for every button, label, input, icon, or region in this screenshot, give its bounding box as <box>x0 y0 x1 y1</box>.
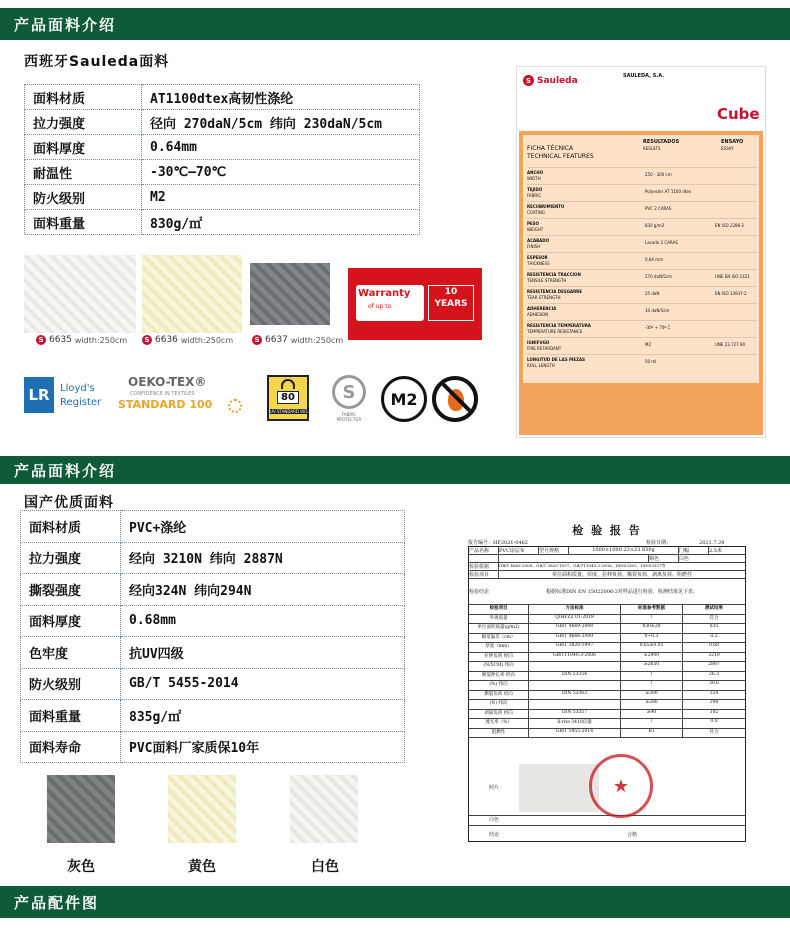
datasheet-cell: Polyester AT 1100 dtex <box>645 189 692 194</box>
datasheet-cell: ANCHO <box>527 170 544 175</box>
color-label-yellow: 黄色 <box>188 859 216 875</box>
datasheet-cell: PESO <box>527 221 539 226</box>
datasheet-cell: Lacado 2 CARAS <box>645 240 678 245</box>
datasheet-cell: ROLL LENGTH <box>527 363 555 368</box>
spec-key: 色牢度 <box>21 637 121 669</box>
datasheet-cell: 10 daN/5cm <box>645 308 670 313</box>
report-cell: 测试结果 <box>705 606 723 611</box>
report-cell: (N/5CM) 纬向 <box>469 662 529 671</box>
datasheet-cell: -30º + 70º C <box>645 325 671 330</box>
datasheet-cell: WIDTH <box>527 176 541 181</box>
report-date-label: 检验日期： <box>646 540 672 546</box>
color-label-white: 白色 <box>311 859 339 875</box>
slash-icon <box>438 379 478 419</box>
report-cell: 拉伸负荷 经向 <box>469 653 529 662</box>
no-fire-icon <box>432 376 478 422</box>
datasheet-cell: ACABADO <box>527 238 549 243</box>
report-cell: Q/HFZZ 01-2019 <box>529 615 621 624</box>
sun-icon <box>228 399 242 413</box>
cell: 2.5米 <box>709 548 722 554</box>
spec-row <box>25 210 420 235</box>
spec-table-domestic <box>20 510 405 763</box>
oeko-sub: CONFIDENCE IN TEXTILES <box>130 391 195 397</box>
swatch-caption <box>36 335 127 345</box>
spec-key: 耐温性 <box>25 160 142 185</box>
cell: 检验依据 <box>469 563 499 570</box>
cell: 照片 <box>488 785 499 791</box>
report-row <box>469 729 745 739</box>
report-row <box>469 624 745 634</box>
section-header-3 <box>0 886 790 918</box>
report-row <box>469 719 745 729</box>
cell: 1000×1000 23×23 830g <box>569 547 679 554</box>
uv-sun-icon <box>281 379 295 389</box>
spec-row <box>21 700 405 732</box>
datasheet-cell: RESISTENCIA TRACCION <box>527 272 581 277</box>
report-cell: 标准参考数据 <box>621 605 683 614</box>
datasheet-cell: EN ISO 2286-2 <box>715 223 745 228</box>
section-header-title: 产品面料介绍 <box>14 15 117 34</box>
section-header-title: 产品配件图 <box>14 893 100 912</box>
report-cell: GB/T 4666-2009 <box>529 634 621 643</box>
report-cell: 294 <box>709 700 719 705</box>
sauleda-icon: S <box>252 335 262 345</box>
spec-row <box>25 85 420 110</box>
report-cell: 透光率（%） <box>469 719 529 728</box>
spec-key: 拉力强度 <box>25 110 142 135</box>
report-cell: 0.65±0.05 <box>621 643 683 652</box>
datasheet-row <box>527 201 757 218</box>
datasheet-cell: ESPESOR <box>527 255 548 260</box>
cell: GB/T 4669-2008、GB/T 3820-1997、GB/T11040.3-2006、DIN53363、DIN53357等 <box>499 563 666 568</box>
report-cell: DIN 53363 <box>529 691 621 700</box>
cell: 根据标准DIN EN 15022006-2对样品进行检验，检测结果见下表。 <box>546 589 698 595</box>
report-cell: 2887 <box>708 662 720 667</box>
datasheet-cell: FIRE RETARDANT <box>527 346 562 351</box>
report-row <box>469 615 745 625</box>
datasheet-cell: ADHERENCIA <box>527 306 557 311</box>
report-cell: 324 <box>709 690 719 696</box>
report-cell: 阻燃性 <box>469 729 529 738</box>
brand-name: Sauleda <box>537 75 578 86</box>
ds-title2: TECHNICAL FEATURES <box>527 153 594 160</box>
cell: 颜色 <box>649 555 679 562</box>
fabric-protector-logo <box>330 375 368 423</box>
test-report <box>466 518 748 844</box>
datasheet-row <box>527 235 757 252</box>
lloyds-register-logo <box>24 375 104 415</box>
spec-row <box>21 542 405 574</box>
lloyds-text-1: Lloyd's <box>60 383 95 394</box>
datasheet-cell: 830 g/m2 <box>645 223 665 228</box>
report-cell: 0.0 <box>710 719 718 724</box>
sauleda-brand <box>523 75 578 86</box>
spec-key: 面料重量 <box>21 700 121 732</box>
spec-key: 拉力强度 <box>21 542 121 574</box>
sauleda-icon: S <box>36 335 46 345</box>
swatch-6636 <box>142 255 242 333</box>
report-cell: GB/T 5455-2014 <box>529 729 621 738</box>
report-cell: (%) 纬向 <box>469 681 529 690</box>
datasheet-cell: 250 - 300 cm <box>645 172 672 177</box>
cell: 检验项目 <box>469 571 499 578</box>
section-header-1 <box>0 8 790 40</box>
datasheet-cell: EN ISO 13937-2 <box>715 291 747 296</box>
report-cell: 0.2 <box>710 633 718 639</box>
datasheet-cell: WEIGHT <box>527 227 544 232</box>
report-no-label: 报告编号： <box>468 540 494 546</box>
lloyds-text-2: Register <box>60 397 102 408</box>
report-row <box>469 700 745 710</box>
datasheet-cell: TEJIDO <box>527 187 543 192</box>
datasheet-cell: 25 daN <box>645 291 660 296</box>
datasheet-cell: THICKNESS <box>527 261 550 266</box>
report-cell <box>529 700 621 709</box>
spec-value: 0.64mm <box>142 135 420 160</box>
spec-value: 经向324N 纬向294N <box>121 574 405 606</box>
section-header-title: 产品面料介绍 <box>14 461 117 480</box>
ds-col2: RESULTADOS <box>643 139 680 145</box>
warranty-title: Warranty <box>358 288 411 299</box>
swatch-width: width:250cm <box>290 335 344 345</box>
ds-col2b: RESULTS <box>643 146 661 151</box>
swatch-caption <box>142 335 233 345</box>
report-cell: / <box>621 672 683 681</box>
report-cell <box>529 662 621 671</box>
spec-value: 830g/㎡ <box>142 210 420 235</box>
sauleda-icon: S <box>523 75 534 86</box>
datasheet-row <box>527 286 757 303</box>
spec-key: 面料重量 <box>25 210 142 235</box>
s-badge-icon: S <box>332 375 366 409</box>
report-cell: ≥280 <box>621 700 683 709</box>
report-cell: 102 <box>709 709 719 715</box>
datasheet-cell: TEMPERATURE RESISTANCE <box>527 329 583 334</box>
report-cell: 单位面积质量(g/m2) <box>469 624 529 633</box>
datasheet-row <box>527 337 757 354</box>
swatch-code: 6635 <box>49 335 72 345</box>
datasheet-cell: PVC 2 CARAS <box>645 206 672 211</box>
datasheet-cell: RESISTENCIA TEMPERATURA <box>527 323 591 328</box>
datasheet-cell: UNE EN ISO 1421 <box>715 274 750 279</box>
cell: 结论 <box>488 831 499 838</box>
m2-logo <box>381 376 427 422</box>
report-cell: 撕裂负荷 经向 <box>469 691 529 700</box>
spec-key: 面料材质 <box>25 85 142 110</box>
report-cell <box>529 681 621 690</box>
report-cell: / <box>621 615 683 624</box>
datasheet-cell: TENSILE STRENGTH <box>527 278 567 283</box>
spec-value: 径向 270daN/5cm 纬向 230daN/5cm <box>142 110 420 135</box>
spec-value: 经向 3210N 纬向 2887N <box>121 542 405 574</box>
report-title: 检 验 报 告 <box>572 524 642 537</box>
report-cell: 830±20 <box>621 624 683 633</box>
spec-value: GB/T 5455-2014 <box>121 668 405 700</box>
report-row <box>469 643 745 653</box>
datasheet-cell: 270 daN/5cm <box>645 274 672 279</box>
report-row <box>469 681 745 691</box>
datasheet-row <box>527 320 757 337</box>
cell: PVC涂层布 <box>499 547 539 554</box>
warranty-badge <box>348 268 482 340</box>
report-cell: 厚度（mm） <box>469 643 529 652</box>
datasheet-body <box>519 131 763 435</box>
cell: 产品名称 <box>469 547 499 554</box>
report-cell: X-rite 3410仪器 <box>529 719 621 728</box>
datasheet-cell: FINISH <box>527 244 541 249</box>
swatch-6635 <box>24 255 136 333</box>
report-row <box>469 672 745 682</box>
spec-key: 防火级别 <box>25 185 142 210</box>
report-cell: 符合 <box>709 615 719 621</box>
datasheet-cell: RESISTENCIA DESGARRE <box>527 289 582 294</box>
spec-key: 面料寿命 <box>21 731 121 763</box>
report-cell: GB/T 4669-2008 <box>529 624 621 633</box>
report-cell: 检验项目 <box>469 605 529 614</box>
spec-key: 防火级别 <box>21 668 121 700</box>
gray-swatch <box>47 775 115 843</box>
swatch-code: 6636 <box>155 335 178 345</box>
report-cell: (N) 纬向 <box>469 700 529 709</box>
report-row <box>469 634 745 644</box>
ds-title1: FICHA TÉCNICA <box>527 145 574 152</box>
spec-row <box>21 637 405 669</box>
oeko-standard: STANDARD 100 <box>118 398 213 411</box>
datasheet-cell: 0,64 mm <box>645 257 663 262</box>
report-row <box>469 605 745 615</box>
fabric-protector-text: FABRIC PROTECTOR <box>336 412 362 422</box>
report-row <box>469 653 745 663</box>
spec-row <box>25 110 420 135</box>
spec-row <box>21 605 405 637</box>
datasheet-row <box>527 252 757 269</box>
white-swatch <box>290 775 358 843</box>
report-date: 2021.7.29 <box>699 540 725 546</box>
spec-row <box>21 731 405 763</box>
report-cell: 26.3 <box>708 671 720 677</box>
cell: 型号规格 <box>539 547 569 554</box>
swatch-6637 <box>250 263 330 325</box>
spec-row <box>25 185 420 210</box>
report-cell: 幅宽偏差（cm） <box>469 634 529 643</box>
spec-value: PVC+涤纶 <box>121 511 405 543</box>
report-cell: DIN 53354 <box>529 672 621 681</box>
cell: 检验结论 <box>469 589 490 595</box>
datasheet-cell: RECUBRIMIENTO <box>527 204 565 209</box>
warranty-years-word: YEARS <box>434 299 468 309</box>
datasheet-cell: LONGITUD DE LAS PIEZAS <box>527 357 586 362</box>
datasheet-cell: ADHESION <box>527 312 549 317</box>
cube-logo: Cube <box>717 105 760 123</box>
sample-photo <box>519 764 599 812</box>
cell: 合格 <box>626 831 637 838</box>
report-cell: 方法标准 <box>529 605 621 614</box>
cell: 门幅 <box>679 547 709 554</box>
datasheet-row <box>527 354 757 371</box>
color-label-gray: 灰色 <box>67 859 95 875</box>
spec-value: PVC面料厂家质保10年 <box>121 731 405 763</box>
sauleda-datasheet <box>516 66 766 438</box>
company-name: SAULEDA, S.A. <box>623 73 665 79</box>
report-cell: ≥2650 <box>621 662 683 671</box>
datasheet-cell: COATING <box>527 210 546 215</box>
report-cell: / <box>621 681 683 690</box>
spec-value: 0.68mm <box>121 605 405 637</box>
datasheet-cell: M2 <box>645 342 651 347</box>
datasheet-row <box>527 303 757 320</box>
report-cell: ≥300 <box>621 691 683 700</box>
spec-key: 面料材质 <box>21 511 121 543</box>
datasheet-row <box>527 184 757 201</box>
report-cell: ≥2900 <box>621 653 683 662</box>
spec-value: 抗UV四级 <box>121 637 405 669</box>
datasheet-cell: IGNIFUGO <box>527 340 550 345</box>
spec-table-sauleda <box>24 84 420 235</box>
report-cell: 835 <box>709 624 719 629</box>
report-row <box>469 691 745 701</box>
spec-key: 面料厚度 <box>21 605 121 637</box>
spec-value: AT1100dtex高韧性涤纶 <box>142 85 420 110</box>
swatch-code: 6637 <box>265 335 288 345</box>
datasheet-row <box>527 269 757 286</box>
spec-row <box>21 668 405 700</box>
section-header-2 <box>0 456 790 484</box>
spec-row <box>21 574 405 606</box>
swatch-width: width:250cm <box>180 335 234 345</box>
report-row <box>469 662 745 672</box>
report-cell: 0~0.3 <box>621 634 683 643</box>
report-cell: GB/T11040.3-2006 <box>529 653 621 662</box>
report-cell: 30.6 <box>708 681 720 686</box>
report-cell: 断裂伸长率 经向 <box>469 672 529 681</box>
datasheet-row <box>527 218 757 235</box>
datasheet-row <box>527 167 757 184</box>
spec-value: M2 <box>142 185 420 210</box>
section-subtitle: 国产优质面料 <box>24 495 114 511</box>
report-cell: B1 <box>621 729 683 738</box>
report-cell: 剥离负荷 经向 <box>469 710 529 719</box>
uv-standard-logo <box>267 375 309 421</box>
spec-row <box>21 511 405 543</box>
report-cell: 0.68 <box>708 643 720 648</box>
datasheet-cell: FABRIC <box>527 193 542 198</box>
warranty-upto: of up to <box>368 303 392 310</box>
yellow-swatch <box>168 775 236 843</box>
report-cell: 外观质量 <box>469 615 529 624</box>
sauleda-icon: S <box>142 335 152 345</box>
cell: 白色 <box>679 556 690 562</box>
warranty-years-num: 10 <box>444 287 458 297</box>
report-no: HF2021-0462 <box>493 540 528 546</box>
report-frame <box>468 546 746 842</box>
spec-row <box>25 135 420 160</box>
cell: 白色 <box>488 817 499 823</box>
lr-mark-icon: LR <box>24 377 54 413</box>
section-subtitle: 西班牙Sauleda面料 <box>24 54 170 70</box>
spec-value: -30℃—70℃ <box>142 160 420 185</box>
report-cell: DIN 53357 <box>529 710 621 719</box>
report-cell: / <box>621 719 683 728</box>
oeko-title: OEKO-TEX® <box>128 375 207 389</box>
spec-value: 835g/㎡ <box>121 700 405 732</box>
spec-key: 撕裂强度 <box>21 574 121 606</box>
ds-col3: ENSAYO <box>721 139 744 145</box>
datasheet-cell: 50 ml <box>645 359 657 364</box>
spec-row <box>25 160 420 185</box>
uv-text: UV STANDARD 801 <box>270 409 308 414</box>
oeko-tex-logo <box>116 375 246 419</box>
m2-text: M2 <box>390 389 418 409</box>
datasheet-cell: UNE 23.727.90 <box>715 342 746 347</box>
uv-number: 80 <box>277 391 299 404</box>
red-seal-stamp: ★ <box>589 754 653 818</box>
cell: 单位面积质量、厚度、拉伸负荷、撕裂负荷、剥离负荷、阻燃性 <box>551 572 692 578</box>
report-cell: ≥90 <box>621 710 683 719</box>
report-cell: 符合 <box>709 729 719 735</box>
swatch-width: width:250cm <box>74 335 128 345</box>
report-cell: GB/T 3820-1997 <box>529 643 621 652</box>
datasheet-cell: TEAR STRENGTH <box>527 295 561 300</box>
swatch-caption <box>252 335 343 345</box>
report-row <box>469 710 745 720</box>
ds-col3b: ESSAY <box>721 146 734 151</box>
report-cell: 3210 <box>708 652 720 658</box>
spec-key: 面料厚度 <box>25 135 142 160</box>
